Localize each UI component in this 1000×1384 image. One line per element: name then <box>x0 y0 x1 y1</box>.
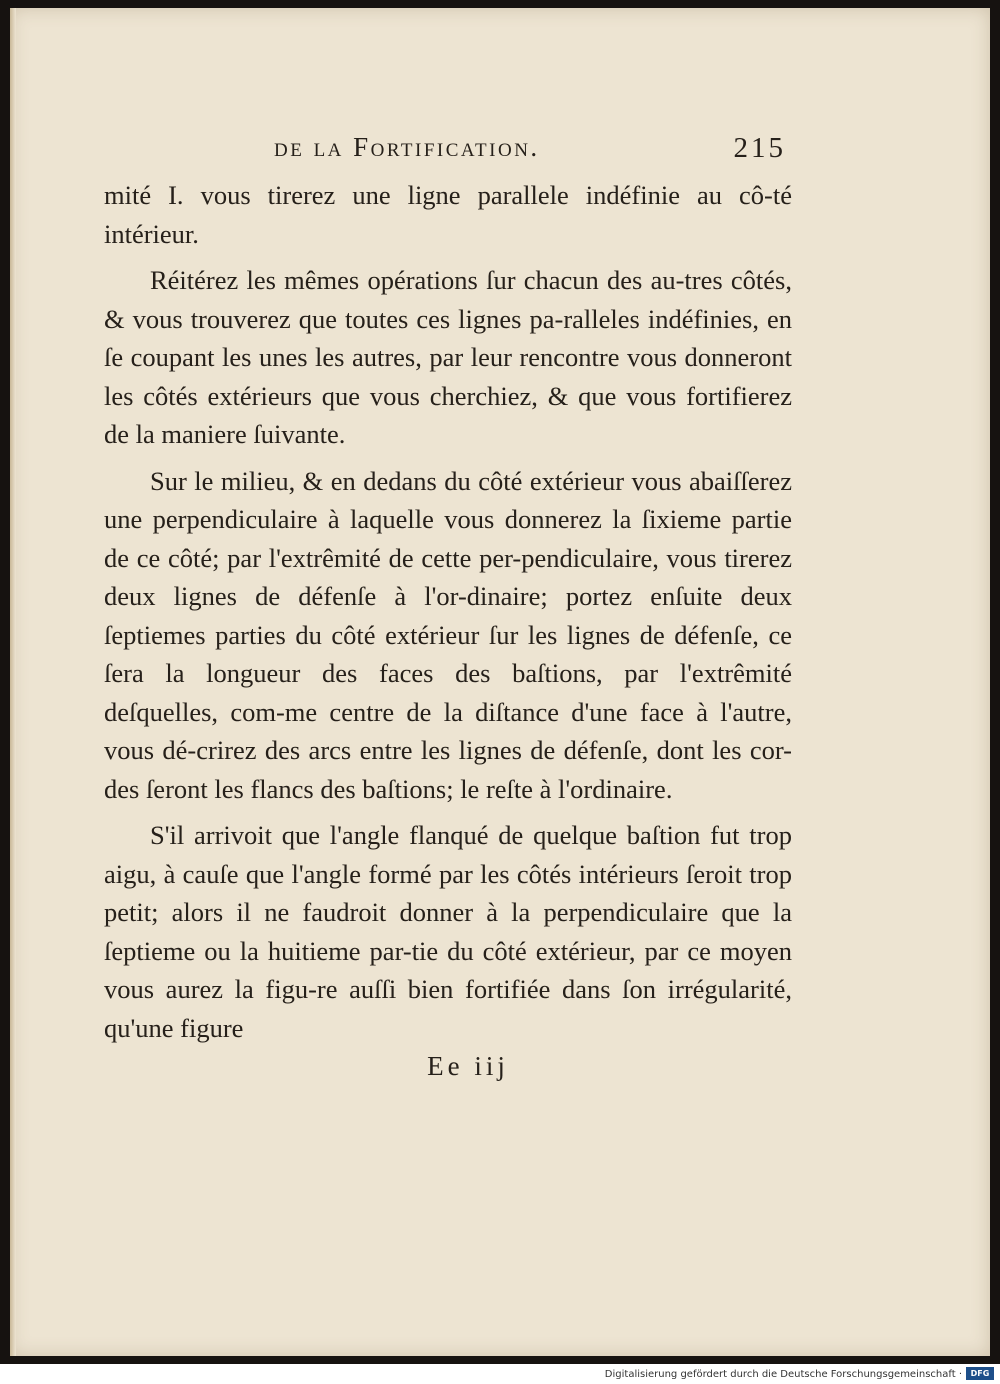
page-number: 215 <box>733 132 786 164</box>
text-block <box>104 128 792 1082</box>
page-header <box>104 128 792 176</box>
paragraph-3: Sur le milieu, & en dedans du côté extérieur vous abaiſſerez une perpendiculaire à laquelle vous donnerez la ſixieme partie de ce côté; par l'extrêmité de cette per-pendiculaire, vous tirerez deux lignes de défenſe à l'or-dinaire; portez enſuite deux ſeptiemes parties du côté extérieur ſur les lignes de défenſe, ce ſera la longueur des faces des baſtions, par l'extrêmité deſquelles, com-me centre de la diſtance d'une face à l'autre, vous dé-crirez des arcs entre les lignes de défenſe, dont les cor-des ſeront les flancs des baſtions; le reſte à l'ordinaire. <box>104 465 792 804</box>
paragraph-4: S'il arrivoit que l'angle flanqué de quelque baſtion fut trop aigu, à cauſe que l'angle formé par les côtés intérieurs ſeroit trop petit; alors il ne faudroit donner à la perpendiculaire que la ſeptieme ou la huitieme par-tie du côté extérieur, par ce moyen vous aurez la figu-re auſſi bien fortifiée dans ſon irrégularité, qu'une figure <box>104 820 792 1043</box>
dfg-logo: DFG <box>966 1367 994 1380</box>
digitization-credit: Digitalisierung gefördert durch die Deutsche Forschungsgemeinschaft · <box>604 1369 962 1380</box>
paragraph-1: mité I. vous tirerez une ligne parallele indéfinie au cô-té intérieur. <box>104 180 792 249</box>
signature-mark: Ee iij <box>427 1051 509 1081</box>
page-gutter <box>10 8 16 1356</box>
running-title: de la Fortification. <box>274 132 540 162</box>
paragraph-2: Réitérez les mêmes opérations ſur chacun des au-tres côtés, & vous trouverez que toutes ces lignes pa-ralleles indéfinies, en ſe coupant les unes les autres, par leur rencontre vous donneront les côtés extérieurs que vous cherchiez, & que vous fortifierez de la maniere ſuivante. <box>104 265 792 449</box>
